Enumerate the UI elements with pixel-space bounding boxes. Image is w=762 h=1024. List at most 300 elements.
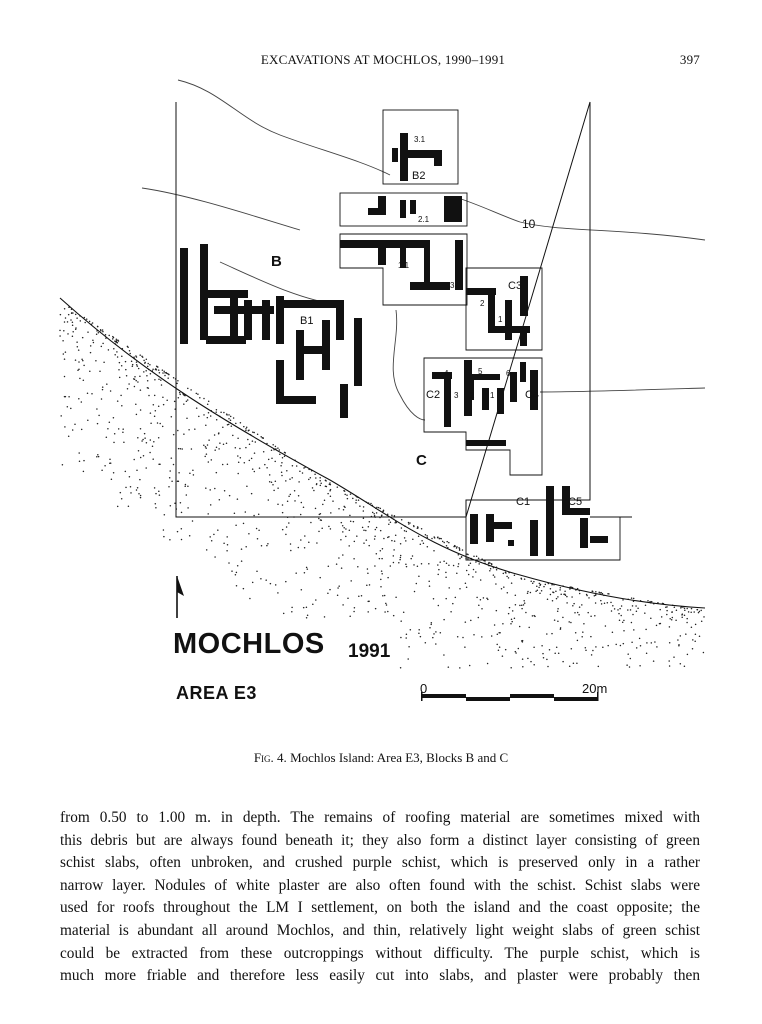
stipple-dot — [131, 361, 133, 363]
stipple-dot — [176, 383, 178, 385]
stipple-dot — [178, 397, 180, 399]
stipple-dot — [600, 600, 602, 602]
stipple-dot — [499, 632, 501, 634]
stipple-dot — [159, 423, 161, 425]
stipple-dot — [399, 559, 401, 561]
stipple-dot — [154, 379, 156, 381]
stipple-dot — [519, 605, 521, 607]
stipple-dot — [418, 629, 420, 631]
stipple-dot — [405, 564, 407, 566]
stipple-dot — [164, 375, 166, 377]
stipple-dot — [421, 563, 423, 565]
stipple-dot — [192, 469, 194, 471]
stipple-dot — [590, 636, 592, 638]
stipple-dot — [503, 573, 505, 575]
stipple-dot — [117, 506, 119, 508]
stipple-dot — [121, 365, 123, 367]
stipple-dot — [150, 412, 152, 414]
stipple-dot — [430, 624, 432, 626]
stipple-dot — [320, 483, 322, 485]
stipple-dot — [454, 545, 456, 547]
stipple-dot — [433, 633, 435, 635]
stipple-dot — [478, 617, 480, 619]
stipple-dot — [538, 587, 540, 589]
stipple-dot — [464, 646, 466, 648]
stipple-dot — [91, 393, 93, 395]
stipple-dot — [224, 490, 226, 492]
stipple-dot — [466, 586, 468, 588]
stipple-dot — [387, 577, 389, 579]
stipple-dot — [669, 665, 671, 667]
stipple-dot — [437, 574, 439, 576]
stipple-dot — [502, 655, 504, 657]
stipple-dot — [154, 395, 156, 397]
stipple-dot — [394, 540, 396, 542]
stipple-dot — [59, 335, 61, 337]
stipple-dot — [557, 596, 559, 598]
stipple-dot — [674, 607, 676, 609]
stipple-dot — [539, 583, 541, 585]
stipple-dot — [522, 640, 524, 642]
stipple-dot — [635, 605, 637, 607]
stipple-dot — [228, 414, 230, 416]
stipple-dot — [418, 633, 420, 635]
stipple-dot — [153, 404, 155, 406]
stipple-dot — [325, 480, 327, 482]
stipple-dot — [435, 643, 437, 645]
stipple-dot — [353, 558, 355, 560]
stipple-dot — [170, 505, 172, 507]
stipple-dot — [381, 570, 383, 572]
stipple-dot — [169, 477, 171, 479]
stipple-dot — [275, 584, 277, 586]
stipple-dot — [125, 369, 127, 371]
stipple-dot — [237, 565, 239, 567]
stipple-dot — [692, 639, 694, 641]
stipple-dot — [64, 321, 66, 323]
stipple-dot — [236, 572, 238, 574]
stipple-dot — [65, 351, 67, 353]
stipple-dot — [366, 539, 368, 541]
stipple-dot — [252, 431, 254, 433]
stipple-dot — [443, 654, 445, 656]
stipple-dot — [336, 563, 338, 565]
stipple-dot — [158, 379, 160, 381]
stipple-dot — [83, 460, 85, 462]
stipple-dot — [475, 561, 477, 563]
stipple-dot — [684, 615, 686, 617]
stipple-dot — [346, 494, 348, 496]
stipple-dot — [230, 416, 232, 418]
stipple-dot — [598, 592, 600, 594]
stipple-dot — [676, 610, 678, 612]
stipple-dot — [101, 398, 103, 400]
stipple-dot — [671, 611, 673, 613]
caption-text: Mochlos Island: Area E3, Blocks B and C — [290, 750, 509, 765]
stipple-dot — [552, 600, 554, 602]
stipple-dot — [262, 438, 264, 440]
stipple-dot — [557, 611, 559, 613]
stipple-dot — [695, 634, 697, 636]
block-label-c2: C2 — [426, 389, 441, 401]
stipple-dot — [491, 635, 493, 637]
stipple-dot — [324, 500, 326, 502]
stipple-dot — [427, 546, 429, 548]
stipple-dot — [408, 646, 410, 648]
stipple-dot — [698, 612, 700, 614]
stipple-dot — [438, 605, 440, 607]
stipple-dot — [108, 335, 110, 337]
stipple-dot — [384, 611, 386, 613]
stipple-dot — [400, 555, 402, 557]
stipple-dot — [78, 452, 80, 454]
stipple-dot — [414, 591, 416, 593]
stipple-dot — [93, 342, 95, 344]
stipple-dot — [571, 648, 573, 650]
stipple-dot — [98, 332, 100, 334]
stipple-dot — [237, 498, 239, 500]
stipple-dot — [329, 589, 331, 591]
stipple-dot — [226, 443, 228, 445]
stipple-dot — [647, 600, 649, 602]
stipple-dot — [350, 493, 352, 495]
stipple-dot — [332, 500, 334, 502]
stipple-dot — [612, 632, 614, 634]
stipple-dot — [623, 630, 625, 632]
stipple-dot — [126, 375, 128, 377]
room-label: 4 — [444, 369, 449, 378]
stipple-dot — [329, 490, 331, 492]
stipple-dot — [363, 510, 365, 512]
stipple-dot — [612, 605, 614, 607]
stipple-dot — [680, 663, 682, 665]
stipple-dot — [145, 370, 147, 372]
stipple-dot — [440, 538, 442, 540]
stipple-dot — [271, 457, 273, 459]
stipple-dot — [681, 614, 683, 616]
stipple-dot — [158, 405, 160, 407]
stipple-dot — [347, 598, 349, 600]
stipple-dot — [64, 426, 66, 428]
stipple-dot — [146, 442, 148, 444]
stipple-dot — [522, 658, 524, 660]
stipple-dot — [519, 626, 521, 628]
stipple-dot — [96, 408, 98, 410]
stipple-dot — [448, 666, 450, 668]
stipple-dot — [478, 557, 480, 559]
stipple-dot — [183, 433, 185, 435]
contour-line — [178, 80, 390, 175]
stipple-dot — [117, 400, 119, 402]
body-line: material is abundant all around Mochlos, and thin, relatively light weight slabs of green schist — [60, 921, 700, 939]
stipple-dot — [181, 539, 183, 541]
stipple-dot — [559, 589, 561, 591]
stipple-dot — [67, 333, 69, 335]
stipple-dot — [181, 512, 183, 514]
stipple-dot — [433, 550, 435, 552]
stipple-dot — [159, 372, 161, 374]
stipple-dot — [406, 531, 408, 533]
block-label-c5: C5 — [568, 496, 583, 508]
stipple-dot — [560, 587, 562, 589]
stipple-dot — [557, 621, 559, 623]
stipple-dot — [216, 419, 218, 421]
stipple-dot — [269, 481, 271, 483]
stipple-dot — [461, 556, 463, 558]
stipple-dot — [522, 666, 524, 668]
stipple-dot — [342, 525, 344, 527]
figure-caption — [0, 750, 762, 766]
stipple-dot — [130, 486, 132, 488]
stipple-dot — [127, 388, 129, 390]
stipple-dot — [181, 448, 183, 450]
stipple-dot — [433, 536, 435, 538]
stipple-dot — [341, 522, 343, 524]
stipple-dot — [363, 506, 365, 508]
stipple-dot — [540, 584, 542, 586]
stipple-dot — [506, 576, 508, 578]
stipple-dot — [393, 562, 395, 564]
stipple-dot — [562, 661, 564, 663]
stipple-dot — [241, 560, 243, 562]
stipple-dot — [149, 452, 151, 454]
stipple-dot — [287, 501, 289, 503]
stipple-dot — [387, 611, 389, 613]
stipple-dot — [265, 579, 267, 581]
stipple-dot — [677, 639, 679, 641]
stipple-dot — [368, 526, 370, 528]
stipple-dot — [145, 467, 147, 469]
stipple-dot — [530, 661, 532, 663]
stipple-dot — [543, 586, 545, 588]
stipple-dot — [196, 407, 198, 409]
stipple-dot — [508, 577, 510, 579]
stipple-dot — [245, 428, 247, 430]
stipple-dot — [152, 369, 154, 371]
stipple-dot — [249, 460, 251, 462]
figure-area: AREA E3 — [176, 683, 257, 703]
stipple-dot — [89, 370, 91, 372]
stipple-dot — [363, 542, 365, 544]
stipple-dot — [400, 667, 402, 669]
stipple-dot — [380, 586, 382, 588]
stipple-dot — [62, 464, 64, 466]
stipple-dot — [614, 608, 616, 610]
figure-title: MOCHLOS — [173, 628, 325, 660]
stipple-dot — [621, 605, 623, 607]
stipple-dot — [459, 667, 461, 669]
stipple-dot — [428, 563, 430, 565]
stipple-dot — [615, 644, 617, 646]
stipple-dot — [68, 396, 70, 398]
stipple-dot — [272, 484, 274, 486]
stipple-dot — [381, 558, 383, 560]
stipple-dot — [632, 605, 634, 607]
stipple-dot — [503, 586, 505, 588]
stipple-dot — [380, 550, 382, 552]
stipple-dot — [296, 465, 298, 467]
stipple-dot — [383, 510, 385, 512]
stipple-dot — [282, 512, 284, 514]
stipple-dot — [406, 634, 408, 636]
stipple-dot — [324, 616, 326, 618]
stipple-dot — [687, 654, 689, 656]
stipple-dot — [388, 523, 390, 525]
stipple-dot — [446, 541, 448, 543]
stipple-dot — [649, 601, 651, 603]
stipple-dot — [543, 657, 545, 659]
stipple-dot — [163, 371, 165, 373]
stipple-dot — [380, 508, 382, 510]
stipple-dot — [83, 365, 85, 367]
stipple-dot — [285, 452, 287, 454]
stipple-dot — [448, 542, 450, 544]
stipple-dot — [64, 376, 66, 378]
stipple-dot — [345, 528, 347, 530]
stipple-dot — [59, 330, 61, 332]
stipple-dot — [158, 437, 160, 439]
stipple-dot — [90, 345, 92, 347]
stipple-dot — [118, 428, 120, 430]
stipple-dot — [459, 549, 461, 551]
stipple-dot — [96, 456, 98, 458]
stipple-dot — [425, 534, 427, 536]
stipple-dot — [216, 446, 218, 448]
stipple-dot — [269, 474, 271, 476]
stipple-dot — [139, 479, 141, 481]
stipple-dot — [686, 608, 688, 610]
stipple-dot — [245, 511, 247, 513]
stipple-dot — [129, 353, 131, 355]
stipple-dot — [550, 594, 552, 596]
stipple-dot — [246, 486, 248, 488]
stipple-dot — [281, 471, 283, 473]
stipple-dot — [163, 536, 165, 538]
stipple-dot — [171, 481, 173, 483]
stipple-dot — [631, 597, 633, 599]
stipple-dot — [604, 603, 606, 605]
area-label-c: C — [416, 452, 427, 469]
stipple-dot — [198, 416, 200, 418]
stipple-dot — [598, 666, 600, 668]
stipple-dot — [367, 611, 369, 613]
stipple-dot — [86, 318, 88, 320]
stipple-dot — [378, 507, 380, 509]
stipple-dot — [306, 606, 308, 608]
stipple-dot — [98, 456, 100, 458]
stipple-dot — [569, 666, 571, 668]
stipple-dot — [136, 414, 138, 416]
stipple-dot — [373, 513, 375, 515]
stipple-dot — [537, 590, 539, 592]
stipple-dot — [617, 609, 619, 611]
stipple-dot — [67, 406, 69, 408]
stipple-dot — [208, 401, 210, 403]
stipple-dot — [342, 604, 344, 606]
stipple-dot — [302, 472, 304, 474]
stipple-dot — [298, 495, 300, 497]
stipple-dot — [391, 540, 393, 542]
stipple-dot — [395, 597, 397, 599]
stipple-dot — [408, 523, 410, 525]
stipple-dot — [166, 400, 168, 402]
stipple-dot — [673, 656, 675, 658]
stipple-dot — [329, 483, 331, 485]
stipple-dot — [342, 531, 344, 533]
stipple-dot — [478, 604, 480, 606]
stipple-dot — [125, 361, 127, 363]
stipple-dot — [178, 472, 180, 474]
stipple-dot — [356, 535, 358, 537]
stipple-dot — [495, 583, 497, 585]
stipple-dot — [118, 340, 120, 342]
stipple-dot — [241, 548, 243, 550]
stipple-dot — [180, 502, 182, 504]
stipple-dot — [256, 570, 258, 572]
stipple-dot — [231, 425, 233, 427]
stipple-dot — [581, 604, 583, 606]
stipple-dot — [166, 372, 168, 374]
stipple-dot — [620, 645, 622, 647]
stipple-dot — [328, 526, 330, 528]
stipple-dot — [121, 498, 123, 500]
stipple-dot — [306, 617, 308, 619]
stipple-dot — [232, 435, 234, 437]
stipple-dot — [381, 573, 383, 575]
stipple-dot — [446, 563, 448, 565]
stipple-dot — [147, 387, 149, 389]
stipple-dot — [171, 457, 173, 459]
stipple-dot — [163, 529, 165, 531]
stipple-dot — [149, 364, 151, 366]
stipple-dot — [127, 347, 129, 349]
stipple-dot — [187, 507, 189, 509]
stipple-dot — [354, 607, 356, 609]
stipple-dot — [222, 464, 224, 466]
stipple-dot — [187, 399, 189, 401]
stipple-dot — [128, 506, 130, 508]
stipple-dot — [137, 487, 139, 489]
stipple-dot — [272, 444, 274, 446]
stipple-dot — [168, 374, 170, 376]
stipple-dot — [527, 592, 529, 594]
stipple-dot — [144, 433, 146, 435]
stipple-dot — [587, 612, 589, 614]
stipple-dot — [72, 322, 74, 324]
stipple-dot — [133, 459, 135, 461]
stipple-dot — [113, 337, 115, 339]
stipple-dot — [123, 441, 125, 443]
stipple-dot — [75, 359, 77, 361]
stipple-dot — [391, 515, 393, 517]
stipple-dot — [631, 622, 633, 624]
stipple-dot — [147, 380, 149, 382]
stipple-dot — [458, 547, 460, 549]
stipple-dot — [150, 439, 152, 441]
stipple-dot — [591, 654, 593, 656]
stipple-dot — [71, 312, 73, 314]
stipple-dot — [459, 588, 461, 590]
stipple-dot — [76, 317, 78, 319]
stipple-dot — [465, 583, 467, 585]
stipple-dot — [523, 600, 525, 602]
stipple-dot — [566, 602, 568, 604]
stipple-dot — [158, 369, 160, 371]
stipple-dot — [686, 618, 688, 620]
stipple-dot — [400, 543, 402, 545]
stipple-dot — [469, 665, 471, 667]
stipple-dot — [626, 664, 628, 666]
